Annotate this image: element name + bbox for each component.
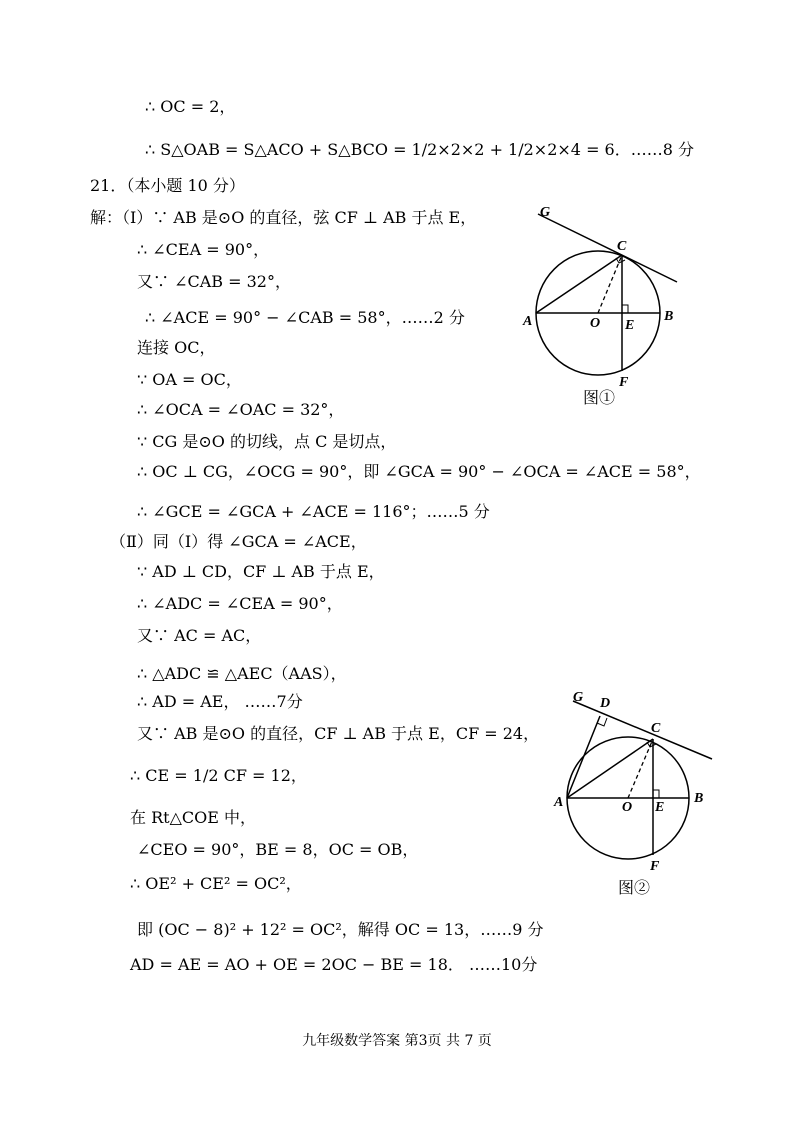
figure-1-right-angle-mark xyxy=(622,305,628,313)
figure-1-label-a: A xyxy=(523,314,533,329)
question-heading: 21．（本小题 10 分） xyxy=(90,176,245,195)
text-line-14: （Ⅱ）同（Ⅰ）得 ∠GCA = ∠ACE， xyxy=(110,532,367,551)
figure-1-diagram xyxy=(515,200,695,400)
text-line-15: ∵ AD ⊥ CD，CF ⊥ AB 于点 E， xyxy=(137,562,385,581)
text-line-8: 连接 OC， xyxy=(137,338,216,357)
figure-2-label-c: C xyxy=(651,721,661,736)
text-line-19: ∴ AD = AE， ……7分 xyxy=(137,692,303,711)
figure-2-label-o: O xyxy=(622,800,633,815)
text-line-4: 解：（Ⅰ）∵ AB 是⊙O 的直径，弦 CF ⊥ AB 于点 E， xyxy=(90,208,477,227)
text-line-17: 又∵ AC = AC， xyxy=(137,626,262,645)
figure-1-label-c: C xyxy=(617,239,627,254)
text-line-13: ∴ ∠GCE = ∠GCA + ∠ACE = 116°；……5 分 xyxy=(137,502,490,521)
figure-1-tangent-line xyxy=(538,214,677,282)
text-line-7: ∴ ∠ACE = 90° − ∠CAB = 58°，……2 分 xyxy=(145,308,465,327)
text-line-10: ∴ ∠OCA = ∠OAC = 32°， xyxy=(137,400,345,419)
figure-1-label-o: O xyxy=(590,316,601,331)
text-line-23: ∠CEO = 90°，BE = 8，OC = OB， xyxy=(137,840,419,859)
text-line-18: ∴ △ADC ≌ △AEC（AAS）， xyxy=(137,664,347,683)
text-line-20: 又∵ AB 是⊙O 的直径，CF ⊥ AB 于点 E，CF = 24， xyxy=(137,724,540,743)
figure-2-label-a: A xyxy=(554,795,564,810)
figure-2-label-f: F xyxy=(650,859,660,874)
figure-2-label-g: G xyxy=(573,690,584,705)
text-line-2: ∴ S△OAB = S△ACO + S△BCO = 1/2×2×2 + 1/2×2×4 = 6．……8 分 xyxy=(145,140,694,159)
figure-1-label-e: E xyxy=(625,318,635,333)
figure-2-label-d: D xyxy=(600,696,611,711)
text-line-5: ∴ ∠CEA = 90°， xyxy=(137,240,270,259)
page-footer: 九年级数学答案 第3页 共 7 页 xyxy=(302,1033,492,1049)
figure-1-label-g: G xyxy=(540,205,551,220)
text-line-11: ∵ CG 是⊙O 的切线，点 C 是切点， xyxy=(137,432,397,451)
text-line-1: ∴ OC = 2， xyxy=(145,97,236,116)
figure-1-caption: 图① xyxy=(583,388,616,407)
text-line-22: 在 Rt△COE 中， xyxy=(130,808,256,827)
text-line-26: AD = AE = AO + OE = 2OC − BE = 18． ……10分 xyxy=(130,955,538,974)
text-line-16: ∴ ∠ADC = ∠CEA = 90°， xyxy=(137,594,343,613)
text-line-12: ∴ OC ⊥ CG，∠OCG = 90°，即 ∠GCA = 90° − ∠OCA = ∠ACE = 58°， xyxy=(137,462,701,481)
text-line-21: ∴ CE = 1/2 CF = 12， xyxy=(130,766,307,785)
figure-1-label-f: F xyxy=(619,375,629,390)
figure-2-diagram xyxy=(545,685,725,885)
figure-2-right-angle-mark-e xyxy=(653,790,659,798)
figure-2-segment-ad xyxy=(567,716,600,798)
text-line-6: 又∵ ∠CAB = 32°， xyxy=(137,272,291,291)
figure-2-label-e: E xyxy=(655,800,665,815)
text-line-9: ∵ OA = OC， xyxy=(137,370,242,389)
figure-2-caption: 图② xyxy=(618,878,651,897)
text-line-25: 即 (OC − 8)² + 12² = OC²，解得 OC = 13，……9 分 xyxy=(137,920,544,939)
figure-2-label-b: B xyxy=(694,791,704,806)
figure-1-label-b: B xyxy=(664,309,674,324)
text-line-24: ∴ OE² + CE² = OC²， xyxy=(130,874,302,893)
figure-1-segment-ac xyxy=(536,255,622,313)
